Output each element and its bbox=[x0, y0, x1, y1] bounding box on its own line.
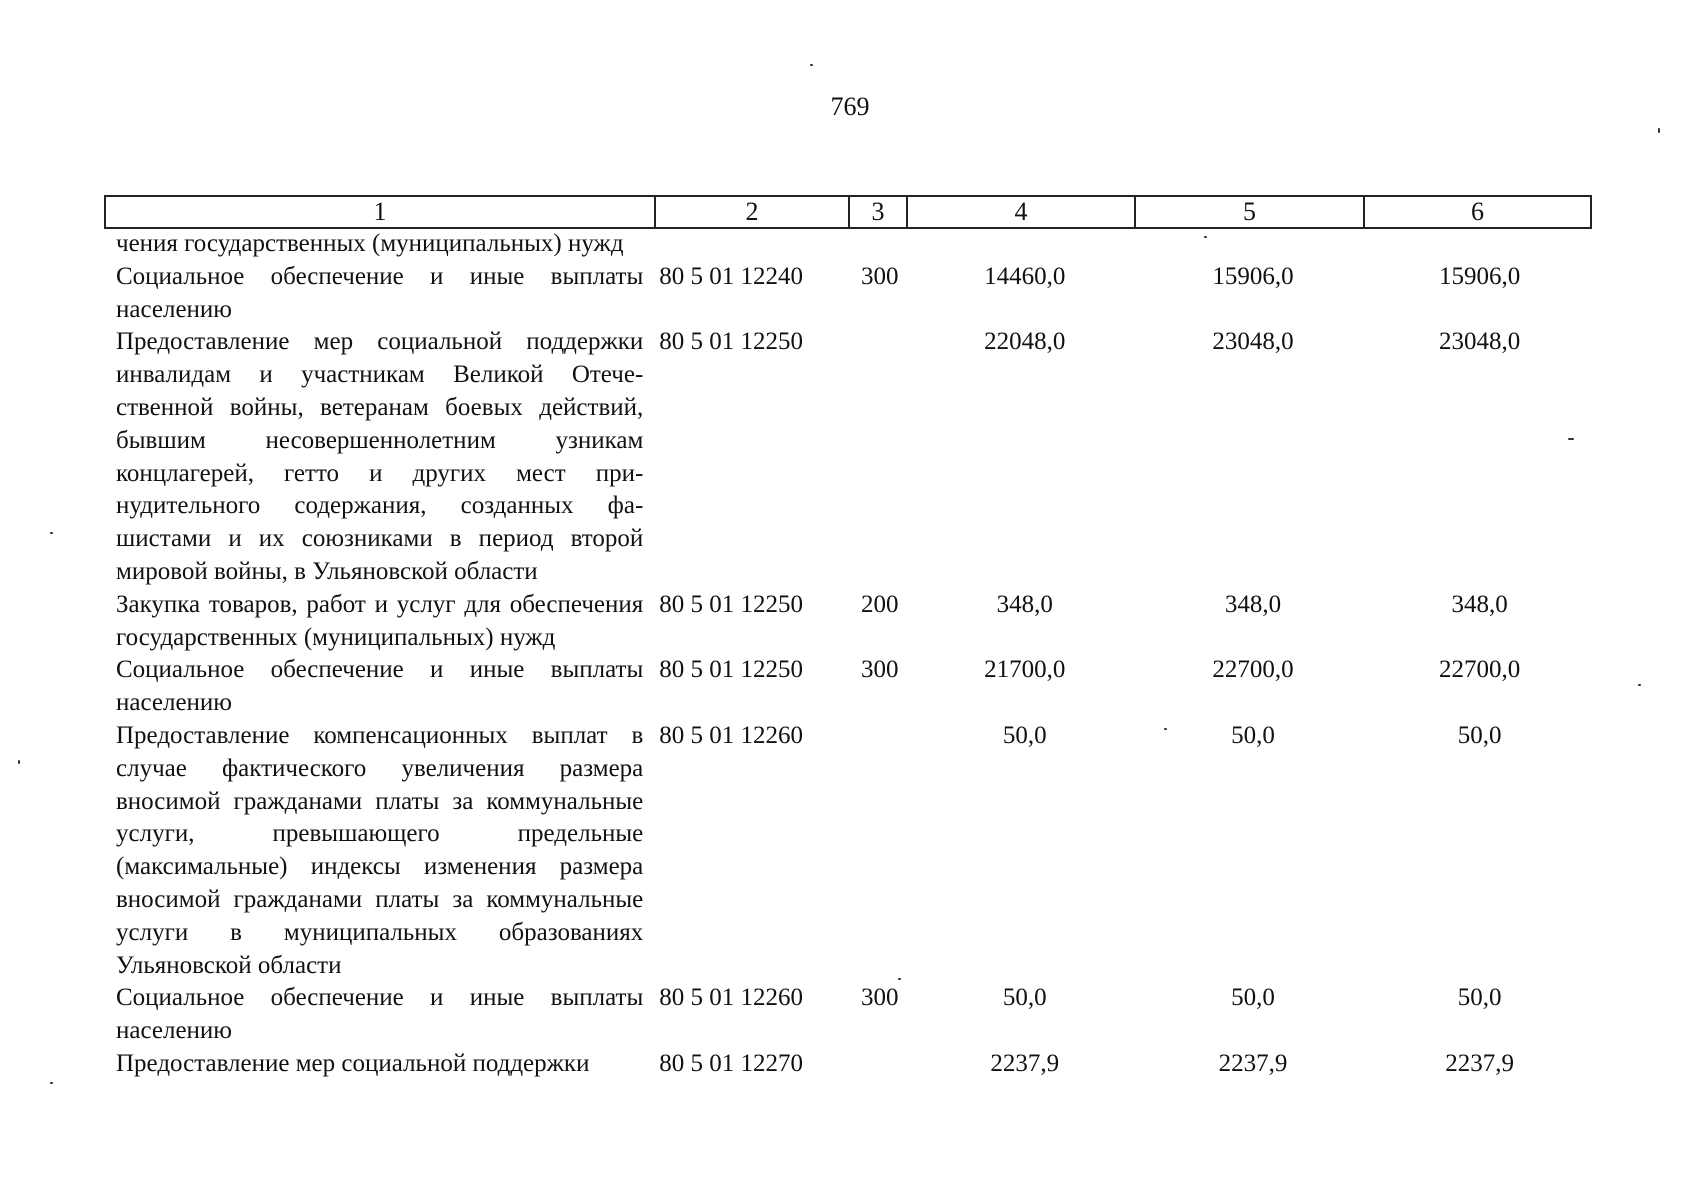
row-expense-type bbox=[861, 1048, 911, 1081]
scan-speck bbox=[1658, 128, 1660, 133]
row-code: 80 5 01 12260 bbox=[659, 721, 804, 749]
row-code: 80 5 01 12250 bbox=[659, 328, 804, 356]
row-expense-type bbox=[861, 326, 911, 588]
row-value-col5: 2237,9 bbox=[1218, 1049, 1288, 1077]
row-code: 80 5 01 12250 bbox=[659, 590, 804, 618]
column-header-1: 1 bbox=[106, 197, 656, 227]
row-expense-type bbox=[861, 720, 911, 982]
row-description: Предоставление компенсационных выплат в случае фактического увеличения размера вносимой гражданами платы за коммунальные услуги, превышающего предельные (максимальные) индексы изменения размера вносимой гражданами платы за коммунальные услуги в муниципальных образованиях Ульяновской области bbox=[116, 721, 644, 979]
column-header-2: 2 bbox=[656, 197, 850, 227]
row-value-col4: 50,0 bbox=[1002, 721, 1047, 749]
table-row bbox=[104, 261, 1592, 327]
row-expense-type: 200 bbox=[861, 590, 899, 618]
row-code: 80 5 01 12240 bbox=[659, 262, 804, 290]
row-expense-type: 300 bbox=[861, 984, 899, 1012]
row-value-col4 bbox=[911, 228, 1139, 261]
row-value-col4: 22048,0 bbox=[984, 328, 1066, 356]
row-value-col5: 15906,0 bbox=[1212, 262, 1294, 290]
row-description: Социальное обеспечение и иные выплаты населению bbox=[116, 656, 644, 717]
row-code: 80 5 01 12250 bbox=[659, 656, 804, 684]
table-body bbox=[104, 228, 1592, 1081]
scan-speck bbox=[50, 532, 53, 534]
scan-speck bbox=[1568, 438, 1574, 440]
row-value-col4: 14460,0 bbox=[984, 262, 1066, 290]
row-value-col4: 50,0 bbox=[1002, 984, 1047, 1012]
row-value-col4: 21700,0 bbox=[984, 656, 1066, 684]
row-description: Социальное обеспечение и иные выплаты населению bbox=[116, 262, 644, 323]
column-header-3: 3 bbox=[850, 197, 908, 227]
table-row bbox=[104, 982, 1592, 1048]
row-value-col5 bbox=[1139, 228, 1368, 261]
row-description: Предоставление мер социальной поддержки bbox=[116, 1049, 590, 1077]
scan-speck bbox=[1204, 236, 1207, 238]
table-row bbox=[104, 1048, 1592, 1081]
table-row bbox=[104, 589, 1592, 655]
row-value-col6: 50,0 bbox=[1457, 721, 1502, 749]
row-description: Социальное обеспечение и иные выплаты населению bbox=[116, 984, 644, 1045]
page-number: 769 bbox=[830, 92, 870, 121]
row-value-col4: 2237,9 bbox=[990, 1049, 1060, 1077]
row-value-col5: 348,0 bbox=[1224, 590, 1282, 618]
table-header-row bbox=[104, 195, 1592, 229]
scan-speck bbox=[898, 978, 901, 980]
row-code: 80 5 01 12260 bbox=[659, 984, 804, 1012]
row-value-col5: 23048,0 bbox=[1212, 328, 1294, 356]
scan-speck bbox=[1638, 684, 1641, 686]
row-value-col6: 2237,9 bbox=[1445, 1049, 1515, 1077]
row-description: Предоставление мер социальной поддержки инвалидам и участникам Великой Отечественной войны, ветеранам боевых действий, бывшим несовершеннолетним узникам концлагерей, гетто и других мест принудительного содержания, созданных фашистами и их союзниками в период второй мировой войны, в Ульяновской области bbox=[116, 328, 644, 585]
row-value-col6: 23048,0 bbox=[1439, 328, 1521, 356]
row-value-col5: 50,0 bbox=[1231, 984, 1275, 1012]
scan-speck bbox=[50, 1082, 53, 1084]
row-value-col6: 348,0 bbox=[1451, 590, 1508, 618]
row-value-col6: 50,0 bbox=[1457, 984, 1502, 1012]
row-code: 80 5 01 12270 bbox=[659, 1049, 804, 1077]
table-row bbox=[104, 720, 1592, 982]
row-value-col6 bbox=[1367, 228, 1592, 261]
scan-speck bbox=[18, 760, 20, 764]
row-value-col6: 15906,0 bbox=[1439, 262, 1521, 290]
scan-speck bbox=[810, 64, 813, 66]
row-value-col5: 50,0 bbox=[1231, 721, 1275, 749]
table-row bbox=[104, 326, 1592, 588]
row-description: чения государственных (муниципальных) нужд bbox=[116, 230, 624, 257]
column-header-4: 4 bbox=[908, 197, 1136, 227]
row-expense-type bbox=[861, 228, 911, 261]
row-value-col5: 22700,0 bbox=[1212, 656, 1294, 684]
column-header-5: 5 bbox=[1136, 197, 1365, 227]
scan-speck bbox=[1164, 728, 1167, 730]
table-row bbox=[104, 228, 1592, 261]
row-description: Закупка товаров, работ и услуг для обеспечения государственных (муниципальных) нужд bbox=[116, 590, 644, 651]
table-row bbox=[104, 654, 1592, 720]
row-value-col6: 22700,0 bbox=[1439, 656, 1521, 684]
column-header-6: 6 bbox=[1471, 197, 1484, 226]
row-expense-type: 300 bbox=[861, 262, 899, 290]
row-value-col4: 348,0 bbox=[996, 590, 1053, 618]
row-expense-type: 300 bbox=[861, 656, 899, 684]
row-code bbox=[643, 228, 861, 261]
